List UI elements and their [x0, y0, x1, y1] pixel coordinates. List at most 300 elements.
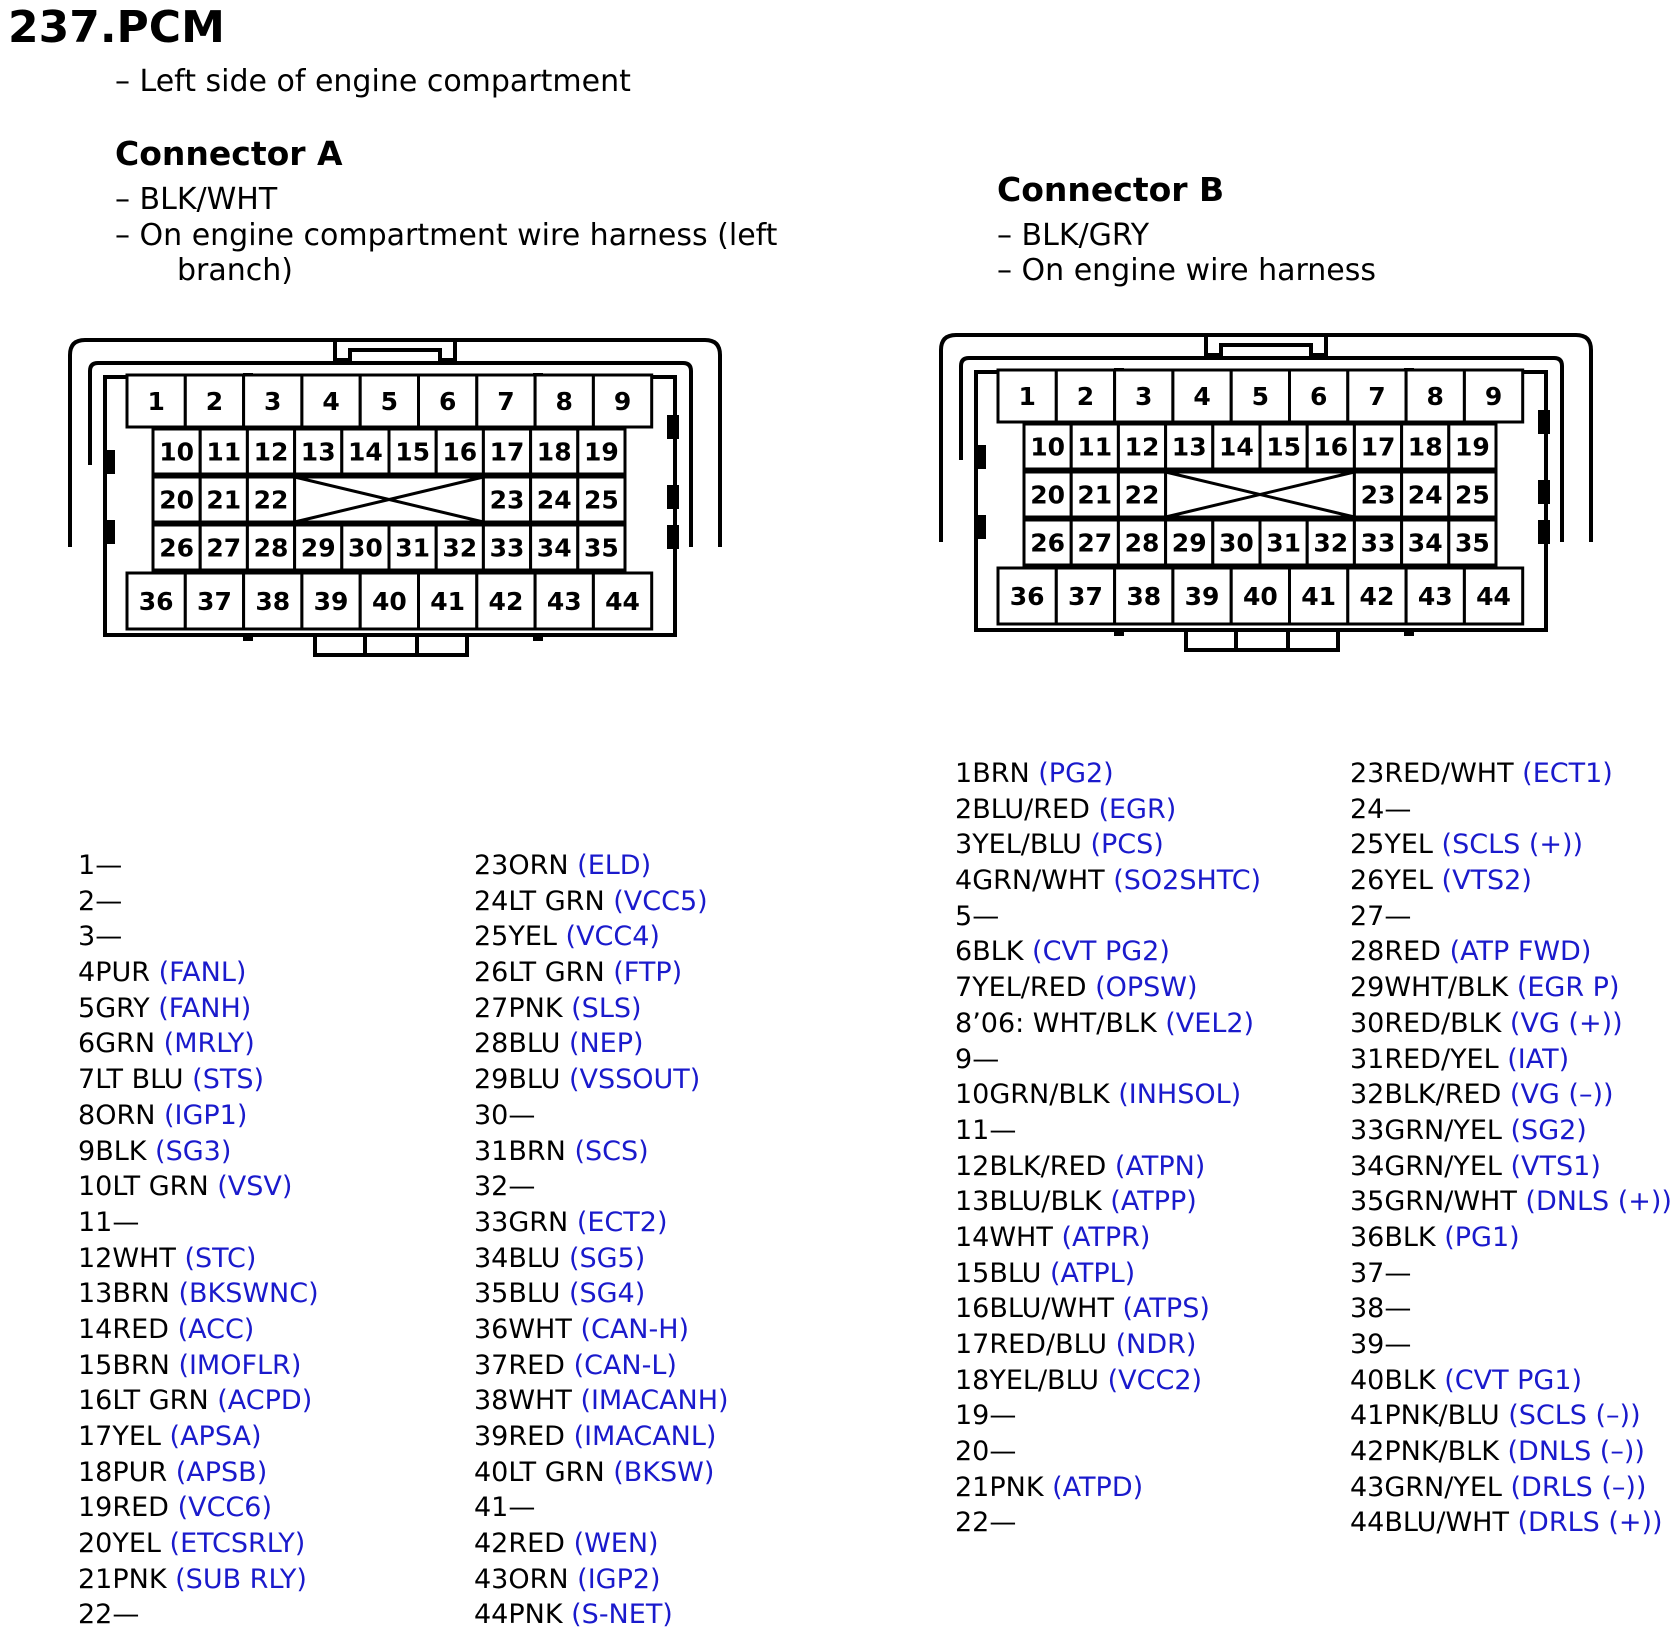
- wire-row: [955, 1363, 1261, 1399]
- connector-b-wires-23-44: [1350, 756, 1672, 1541]
- pin-number: 24: [536, 485, 572, 515]
- wire-row: [1350, 1363, 1672, 1399]
- pin-number: 2: [205, 387, 224, 416]
- pin-number: 36: [1009, 582, 1045, 611]
- wire-signal-code: (ATP FWD): [1449, 936, 1592, 968]
- pin-number: 10: [159, 437, 194, 467]
- wire-signal-code: (S-NET): [571, 1599, 673, 1631]
- pin-number: 11: [1077, 432, 1113, 462]
- wire-row: [955, 970, 1261, 1006]
- pin-number: 25: [1455, 480, 1490, 510]
- wire-signal-code: (SG2): [1510, 1114, 1587, 1146]
- wire-row: [78, 1419, 319, 1455]
- wire-signal-code: (SCS): [574, 1135, 649, 1167]
- pin-number: 8: [555, 387, 573, 416]
- wire-pin-number: 21: [955, 1471, 990, 1503]
- wire-signal-code: (SCLS (–)): [1508, 1400, 1641, 1432]
- wire-row: [1350, 1220, 1672, 1256]
- wire-color: BLU/RED: [972, 793, 1099, 825]
- wire-row: [474, 1597, 729, 1633]
- wire-pin-number: 22: [78, 1599, 113, 1631]
- connector-a-wires-23-44: [474, 848, 729, 1633]
- wire-row: [1350, 1184, 1672, 1220]
- pin-number: 29: [300, 533, 336, 563]
- wire-signal-code: (OPSW): [1095, 972, 1198, 1004]
- wire-signal-code: (ATPP): [1110, 1186, 1197, 1218]
- pin-number: 42: [1359, 582, 1395, 611]
- wire-row: [1350, 1470, 1672, 1506]
- wire-row: [474, 1098, 729, 1134]
- wire-color: BLU/WHT: [1384, 1507, 1518, 1539]
- wire-color: BRN: [972, 758, 1039, 789]
- pin-number: 42: [488, 587, 524, 616]
- connector-tab: [243, 633, 253, 641]
- pin-number: 25: [584, 485, 619, 515]
- wire-row: [78, 1241, 319, 1277]
- wire-row: [78, 1169, 319, 1205]
- pin-number: 36: [138, 587, 174, 616]
- wire-color: GRN/BLK: [989, 1079, 1119, 1111]
- wire-row: [474, 1490, 729, 1526]
- wire-row: [1350, 899, 1672, 935]
- connector-key: [103, 520, 115, 544]
- wire-color: —: [1384, 1293, 1412, 1325]
- pin-number: 8: [1426, 382, 1444, 411]
- wire-signal-code: (VCC6): [177, 1492, 272, 1524]
- wire-row: [78, 1455, 319, 1491]
- wire-pin-number: 44: [1350, 1507, 1385, 1539]
- wire-row: [474, 1312, 729, 1348]
- wire-row: [1350, 1327, 1672, 1363]
- pin-number: 4: [322, 387, 340, 416]
- wire-signal-code: (FTP): [613, 957, 683, 989]
- wire-row: [1350, 863, 1672, 899]
- wire-color: RED/BLK: [1384, 1007, 1510, 1039]
- wire-color: ORN: [508, 850, 578, 881]
- wire-pin-number: 16: [955, 1293, 990, 1325]
- wire-row: [78, 919, 319, 955]
- wire-row: [955, 1184, 1261, 1220]
- wire-color: LT GRN: [508, 957, 614, 989]
- pin-number: 34: [536, 533, 572, 563]
- wire-color: BLK: [972, 936, 1033, 968]
- connector-key: [974, 515, 986, 539]
- pin-number: 27: [1077, 528, 1113, 558]
- wire-pin-number: 41: [1350, 1400, 1385, 1432]
- connector-b-color: – BLK/GRY: [997, 218, 1150, 253]
- wire-pin-number: 42: [1350, 1436, 1385, 1468]
- wire-signal-code: (EGR): [1098, 793, 1177, 825]
- wire-row: [1350, 1434, 1672, 1470]
- wire-signal-code: (SUB RLY): [175, 1563, 307, 1595]
- wire-pin-number: 14: [955, 1221, 990, 1253]
- wire-pin-number: 5: [955, 900, 973, 932]
- wire-signal-code: (ATPS): [1122, 1293, 1210, 1325]
- pin-number: 19: [584, 437, 619, 467]
- pin-number: 6: [438, 387, 457, 416]
- wire-signal-code: (SO2SHTC): [1113, 865, 1262, 897]
- wire-color: GRN/YEL: [1384, 1150, 1511, 1182]
- wire-signal-code: (VCC2): [1107, 1364, 1203, 1396]
- wire-pin-number: 37: [474, 1349, 509, 1381]
- wire-color: YEL/BLU: [972, 829, 1091, 861]
- wire-color: —: [508, 1171, 536, 1203]
- wire-color: RED: [112, 1492, 178, 1524]
- connector-outline: [1186, 630, 1338, 650]
- pin-number: 1: [147, 387, 165, 416]
- wire-color: PUR: [112, 1456, 176, 1488]
- wire-row: [955, 934, 1261, 970]
- wire-color: RED/YEL: [1384, 1043, 1508, 1075]
- wire-pin-number: 15: [78, 1349, 113, 1381]
- wire-color: RED/BLU: [989, 1329, 1116, 1360]
- pin-number: 6: [1309, 382, 1328, 411]
- wire-signal-code: (CVT PG2): [1032, 936, 1170, 968]
- pin-number: 26: [1030, 528, 1065, 558]
- pin-number: 39: [313, 587, 349, 616]
- pin-number: 1: [1018, 382, 1036, 411]
- pin-number: 22: [253, 485, 289, 515]
- wire-signal-code: (VEL2): [1165, 1007, 1255, 1039]
- pin-number: 40: [1242, 582, 1278, 611]
- wire-row: [474, 1383, 729, 1419]
- pin-number: 29: [1171, 528, 1207, 558]
- pin-number: 23: [489, 485, 525, 515]
- wire-pin-number: 24: [1350, 793, 1385, 825]
- wire-row: [474, 848, 729, 884]
- wire-row: [78, 1490, 319, 1526]
- wire-signal-code: (VTS2): [1441, 865, 1532, 897]
- wire-color: —: [972, 1043, 1000, 1075]
- wire-pin-number: 8: [78, 1099, 96, 1131]
- wire-row: [955, 1470, 1261, 1506]
- wire-pin-number: 14: [78, 1313, 113, 1345]
- wire-color: PUR: [95, 957, 159, 989]
- wire-pin-number: 35: [1350, 1186, 1385, 1218]
- wire-color: WHT: [508, 1313, 581, 1345]
- wire-pin-number: 27: [1350, 900, 1385, 932]
- wire-row: [955, 1042, 1261, 1078]
- wire-signal-code: (ATPD): [1052, 1471, 1144, 1503]
- connector-b-title: Connector B: [997, 170, 1225, 209]
- pin-number: 21: [206, 485, 242, 515]
- wire-pin-number: 31: [474, 1135, 509, 1167]
- wire-row: [78, 1205, 319, 1241]
- wire-color: RED: [112, 1313, 178, 1345]
- wire-pin-number: 19: [955, 1400, 990, 1432]
- wire-pin-number: 39: [1350, 1329, 1385, 1360]
- pin-number: 5: [1251, 382, 1270, 411]
- wire-signal-code: (DNLS (+)): [1525, 1186, 1672, 1218]
- wire-pin-number: 34: [474, 1242, 509, 1274]
- wire-pin-number: 13: [955, 1186, 990, 1218]
- wire-color: BLK: [1384, 1221, 1445, 1253]
- wire-signal-code: (SLS): [571, 992, 642, 1024]
- wire-signal-code: (MRLY): [163, 1028, 255, 1060]
- wire-pin-number: 41: [474, 1492, 509, 1524]
- wire-pin-number: 43: [474, 1563, 509, 1595]
- pin-number: 44: [1476, 582, 1511, 611]
- wire-pin-number: 29: [1350, 972, 1385, 1004]
- wire-row: [1350, 934, 1672, 970]
- wire-signal-code: (NEP): [568, 1028, 644, 1060]
- pin-number: 38: [255, 587, 291, 616]
- wire-color: RED: [1384, 936, 1450, 968]
- wire-color: PNK: [508, 1599, 572, 1631]
- wire-color: GRN: [508, 1206, 577, 1238]
- pin-number: 3: [1135, 382, 1153, 411]
- wire-signal-code: (ATPL): [1049, 1257, 1136, 1289]
- wire-signal-code: (ECT2): [576, 1206, 668, 1238]
- wire-color: GRN/WHT: [972, 865, 1114, 897]
- wire-row: [78, 1562, 319, 1598]
- wire-color: GRN/WHT: [1384, 1186, 1526, 1218]
- wire-signal-code: (DRLS (–)): [1510, 1471, 1647, 1503]
- wire-row: [955, 1398, 1261, 1434]
- wire-pin-number: 11: [955, 1114, 990, 1146]
- wire-row: [474, 1241, 729, 1277]
- wire-color: GRY: [95, 992, 159, 1024]
- wire-row: [474, 1562, 729, 1598]
- pin-number: 23: [1360, 480, 1396, 510]
- connector-a-color: – BLK/WHT: [115, 182, 278, 217]
- wire-row: [955, 899, 1261, 935]
- wire-pin-number: 26: [1350, 865, 1385, 897]
- wire-pin-number: 3: [78, 921, 96, 953]
- wire-row: [78, 1348, 319, 1384]
- wire-pin-number: 5: [78, 992, 96, 1024]
- wire-color: BRN: [508, 1135, 575, 1167]
- pin-number: 22: [1124, 480, 1160, 510]
- wire-color: —: [95, 885, 123, 917]
- wire-color: ORN: [508, 1563, 578, 1595]
- wire-pin-number: 36: [1350, 1221, 1385, 1253]
- wire-signal-code: (FANL): [158, 957, 247, 989]
- wire-pin-number: 2: [78, 885, 96, 917]
- connector-b-harness: – On engine wire harness: [997, 253, 1377, 288]
- component-location: – Left side of engine compartment: [115, 64, 631, 99]
- wire-signal-code: (ACC): [177, 1313, 255, 1345]
- pin-number: 24: [1407, 480, 1443, 510]
- wire-color: YEL: [508, 921, 566, 953]
- wire-signal-code: (APSA): [169, 1421, 262, 1452]
- wire-row: [474, 1455, 729, 1491]
- wire-pin-number: 12: [78, 1242, 113, 1274]
- connector-tab: [533, 633, 543, 641]
- wire-row: [78, 1526, 319, 1562]
- wire-pin-number: 10: [955, 1079, 990, 1111]
- wire-color: BLU/WHT: [989, 1293, 1123, 1325]
- wire-signal-code: (ECT1): [1522, 758, 1613, 789]
- pin-number: 18: [536, 437, 572, 467]
- connector-key: [974, 445, 986, 469]
- connector-a-diagram: [65, 335, 785, 710]
- wire-signal-code: (STC): [184, 1242, 257, 1274]
- wire-signal-code: (IMACANL): [573, 1421, 717, 1452]
- wire-signal-code: (PCS): [1090, 829, 1164, 861]
- pin-number: 35: [584, 533, 619, 563]
- wire-color: —: [508, 1492, 536, 1524]
- pin-number: 38: [1126, 582, 1162, 611]
- pin-number: 28: [253, 533, 289, 563]
- pin-number: 14: [348, 437, 383, 467]
- wire-color: —: [1384, 1257, 1412, 1289]
- wire-row: [955, 1327, 1261, 1363]
- wire-row: [78, 1134, 319, 1170]
- pin-number: 10: [1030, 432, 1065, 462]
- pin-number: 5: [380, 387, 399, 416]
- pin-number: 9: [613, 387, 632, 416]
- wire-row: [1350, 1006, 1672, 1042]
- wire-signal-code: (ETCSRLY): [169, 1528, 306, 1560]
- wire-signal-code: (SG5): [568, 1242, 646, 1274]
- wire-pin-number: 27: [474, 992, 509, 1024]
- wire-row: [474, 1169, 729, 1205]
- wire-row: [474, 1526, 729, 1562]
- wire-row: [1350, 1398, 1672, 1434]
- connector-b-diagram: [936, 330, 1656, 705]
- wire-pin-number: 33: [1350, 1114, 1385, 1146]
- wire-color: ’06: WHT/BLK: [972, 1007, 1166, 1039]
- wire-color: BLU: [989, 1257, 1050, 1289]
- connector-a-harness-cont: branch): [177, 253, 293, 288]
- connector-key: [667, 525, 679, 549]
- wire-row: [474, 1026, 729, 1062]
- connector-b-wires-1-22: [955, 756, 1261, 1541]
- pin-number: 17: [1360, 432, 1396, 462]
- wire-color: —: [989, 1400, 1017, 1432]
- pin-number: 43: [1417, 582, 1453, 611]
- pin-number: 30: [348, 533, 383, 563]
- wire-row: [474, 1062, 729, 1098]
- wire-color: BLU: [508, 1028, 569, 1060]
- wire-color: BLU: [508, 1064, 569, 1096]
- wire-signal-code: (VSSOUT): [568, 1064, 701, 1096]
- wire-color: —: [508, 1099, 536, 1131]
- wire-signal-code: (VCC4): [565, 921, 660, 953]
- pin-number: 2: [1076, 382, 1095, 411]
- wire-row: [1350, 1077, 1672, 1113]
- wire-pin-number: 38: [474, 1385, 509, 1417]
- pin-number: 32: [1313, 528, 1349, 558]
- wire-row: [78, 1276, 319, 1312]
- pin-number: 33: [489, 533, 525, 563]
- wire-pin-number: 18: [955, 1364, 990, 1396]
- wire-row: [955, 1505, 1261, 1541]
- wire-pin-number: 28: [474, 1028, 509, 1060]
- wire-signal-code: (VTS1): [1510, 1150, 1601, 1182]
- wire-color: RED/WHT: [1384, 758, 1523, 789]
- wire-signal-code: (ELD): [577, 850, 652, 881]
- wire-row: [474, 1134, 729, 1170]
- wire-pin-number: 18: [78, 1456, 113, 1488]
- connector-a-harness: – On engine compartment wire harness (left: [115, 218, 778, 253]
- wire-color: PNK: [508, 992, 572, 1024]
- pin-number: 13: [1171, 432, 1207, 462]
- pin-number: 31: [395, 533, 430, 563]
- pin-number: 37: [1068, 582, 1103, 611]
- wire-pin-number: 13: [78, 1278, 113, 1310]
- wire-color: —: [989, 1507, 1017, 1539]
- wire-color: LT BLU: [95, 1064, 193, 1096]
- wire-pin-number: 25: [474, 921, 509, 953]
- connector-key: [667, 415, 679, 439]
- pin-number: 21: [1077, 480, 1113, 510]
- pin-number: 15: [1266, 432, 1301, 462]
- wire-row: [78, 955, 319, 991]
- wire-color: PNK: [989, 1471, 1053, 1503]
- pin-number: 7: [1368, 382, 1386, 411]
- wire-pin-number: 9: [955, 1043, 973, 1075]
- pin-number: 26: [159, 533, 194, 563]
- wire-row: [474, 919, 729, 955]
- wire-color: BLK: [95, 1135, 156, 1167]
- wire-pin-number: 43: [1350, 1471, 1385, 1503]
- wire-signal-code: (IMOFLR): [178, 1349, 302, 1381]
- wire-color: PNK/BLU: [1384, 1400, 1509, 1432]
- wire-pin-number: 19: [78, 1492, 113, 1524]
- pin-number: 18: [1407, 432, 1443, 462]
- wire-color: BLK/RED: [989, 1150, 1115, 1182]
- wire-signal-code: (CAN-H): [580, 1313, 690, 1345]
- wire-signal-code: (VCC5): [613, 885, 708, 917]
- wire-signal-code: (VG (+)): [1509, 1007, 1623, 1039]
- pin-number: 14: [1219, 432, 1254, 462]
- wire-row: [78, 1026, 319, 1062]
- wire-signal-code: (BKSWNC): [178, 1278, 319, 1310]
- wire-color: LT GRN: [508, 885, 614, 917]
- wire-color: YEL/RED: [972, 972, 1096, 1004]
- wire-row: [1350, 827, 1672, 863]
- wire-color: —: [989, 1114, 1017, 1146]
- wire-row: [955, 1149, 1261, 1185]
- wire-signal-code: (IGP1): [163, 1099, 248, 1131]
- connector-key: [1538, 480, 1550, 504]
- wire-color: WHT: [112, 1242, 185, 1274]
- wire-pin-number: 2: [955, 793, 973, 825]
- wire-pin-number: 23: [474, 850, 509, 881]
- wire-pin-number: 6: [78, 1028, 96, 1060]
- wire-row: [955, 827, 1261, 863]
- wire-row: [474, 1205, 729, 1241]
- wire-row: [1350, 1042, 1672, 1078]
- wire-pin-number: 42: [474, 1528, 509, 1560]
- wire-color: —: [1384, 900, 1412, 932]
- wire-pin-number: 28: [1350, 936, 1385, 968]
- wire-row: [78, 1383, 319, 1419]
- wire-signal-code: (NDR): [1115, 1329, 1197, 1360]
- wire-pin-number: 4: [955, 865, 973, 897]
- wire-color: WHT/BLK: [1384, 972, 1517, 1004]
- wire-row: [78, 1062, 319, 1098]
- wire-color: BRN: [112, 1349, 179, 1381]
- wire-color: —: [1384, 793, 1412, 825]
- wire-row: [1350, 1256, 1672, 1292]
- wire-row: [474, 1276, 729, 1312]
- wire-color: —: [95, 850, 123, 881]
- wire-pin-number: 8: [955, 1007, 973, 1039]
- wire-pin-number: 37: [1350, 1257, 1385, 1289]
- wire-signal-code: (SCLS (+)): [1441, 829, 1584, 861]
- pin-number: 43: [546, 587, 582, 616]
- wire-signal-code: (VG (–)): [1509, 1079, 1614, 1111]
- wire-signal-code: (CAN-L): [573, 1349, 677, 1381]
- wire-row: [955, 1006, 1261, 1042]
- wire-signal-code: (INHSOL): [1118, 1079, 1242, 1111]
- wire-pin-number: 3: [955, 829, 973, 861]
- wire-row: [1350, 1149, 1672, 1185]
- pin-number: 3: [264, 387, 282, 416]
